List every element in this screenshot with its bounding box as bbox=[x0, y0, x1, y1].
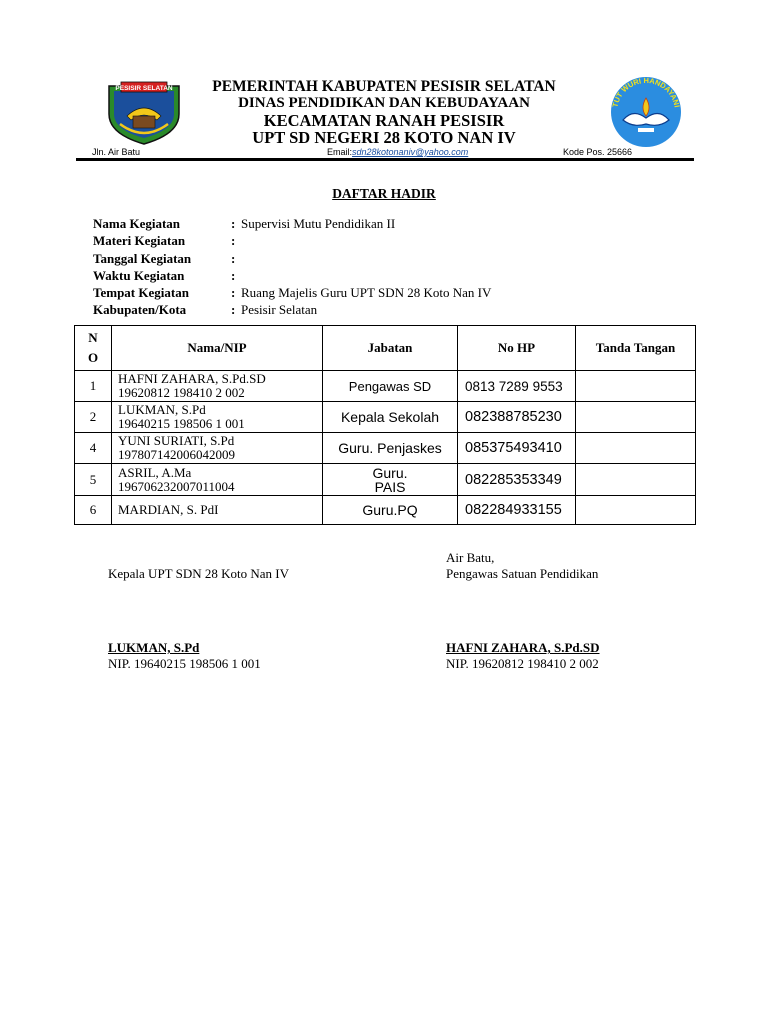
signature-left-title: Kepala UPT SDN 28 Koto Nan IV bbox=[108, 566, 290, 581]
row-name: HAFNI ZAHARA, S.Pd.SD bbox=[118, 371, 266, 386]
row-no: 5 bbox=[75, 464, 112, 496]
svg-text:TUT WURI HANDAYANI: TUT WURI HANDAYANI bbox=[610, 76, 682, 109]
header-line-4: UPT SD NEGERI 28 KOTO NAN IV bbox=[252, 128, 516, 147]
row-signature bbox=[576, 402, 696, 433]
row-position-line-1: Guru. bbox=[372, 464, 408, 481]
row-position: Guru. Penjaskes bbox=[323, 433, 458, 464]
info-colon: : bbox=[231, 251, 236, 266]
document-title: DAFTAR HADIR bbox=[332, 186, 436, 201]
info-label-nama: Nama Kegiatan bbox=[93, 216, 181, 231]
email-link[interactable]: sdn28kotonaniv@yahoo.com bbox=[352, 147, 469, 157]
row-name-nip bbox=[112, 402, 323, 433]
signature-right-nip: NIP. 19620812 198410 2 002 bbox=[446, 656, 599, 671]
info-colon: : bbox=[231, 216, 236, 231]
email-label: Email: bbox=[327, 147, 353, 157]
row-phone: 085375493410 bbox=[458, 433, 576, 464]
table-row bbox=[75, 464, 696, 496]
signature-right-title: Pengawas Satuan Pendidikan bbox=[446, 566, 599, 581]
row-signature bbox=[576, 464, 696, 496]
row-no: 6 bbox=[75, 496, 112, 525]
header-no bbox=[75, 326, 112, 371]
row-name: ASRIL, A.Ma bbox=[118, 464, 192, 480]
table-row bbox=[75, 402, 696, 433]
table-row bbox=[75, 371, 696, 402]
row-no: 1 bbox=[75, 371, 112, 402]
header-phone: No HP bbox=[458, 326, 576, 371]
signature-place: Air Batu, bbox=[446, 550, 495, 565]
info-label-tempat: Tempat Kegiatan bbox=[93, 285, 189, 300]
row-position: Kepala Sekolah bbox=[323, 402, 458, 433]
row-signature bbox=[576, 371, 696, 402]
header-position: Jabatan bbox=[323, 326, 458, 371]
signature-left-name: LUKMAN, S.Pd bbox=[108, 640, 200, 655]
row-name: MARDIAN, S. PdI bbox=[118, 502, 219, 517]
row-position: Guru.PQ bbox=[323, 496, 458, 525]
row-signature bbox=[576, 496, 696, 525]
header-signature: Tanda Tangan bbox=[576, 326, 696, 371]
row-position-line-2: PAIS bbox=[374, 478, 406, 495]
header-no-line-2: O bbox=[87, 350, 99, 365]
info-colon: : bbox=[231, 302, 236, 317]
row-position: Pengawas SD bbox=[323, 371, 458, 402]
row-nip: 19620812 198410 2 002 bbox=[118, 385, 245, 400]
info-label-waktu: Waktu Kegiatan bbox=[93, 268, 185, 283]
row-phone: 082285353349 bbox=[458, 464, 576, 496]
header-name: Nama/NIP bbox=[112, 326, 323, 371]
svg-text:PESISIR SELATAN: PESISIR SELATAN bbox=[115, 85, 173, 92]
table-row bbox=[75, 433, 696, 464]
row-phone: 082284933155 bbox=[458, 496, 576, 525]
info-label-tanggal: Tanggal Kegiatan bbox=[93, 251, 192, 266]
row-position bbox=[323, 464, 458, 496]
row-no: 2 bbox=[75, 402, 112, 433]
row-signature bbox=[576, 433, 696, 464]
header-line-1: PEMERINTAH KABUPATEN PESISIR SELATAN bbox=[212, 78, 556, 95]
row-no: 4 bbox=[75, 433, 112, 464]
info-colon: : bbox=[231, 233, 236, 248]
row-name: YUNI SURIATI, S.Pd bbox=[118, 433, 235, 448]
info-colon: : bbox=[231, 268, 236, 283]
info-label-kabupaten: Kabupaten/Kota bbox=[93, 302, 187, 317]
header-line-2: DINAS PENDIDIKAN DAN KEBUDAYAAN bbox=[238, 95, 530, 111]
header-line-3: KECAMATAN RANAH PESISIR bbox=[263, 111, 505, 130]
signature-left-nip: NIP. 19640215 198506 1 001 bbox=[108, 656, 261, 671]
row-name-nip bbox=[112, 464, 323, 496]
info-label-materi: Materi Kegiatan bbox=[93, 233, 186, 248]
header-postal: Kode Pos. 25666 bbox=[563, 147, 633, 157]
signature-right-name: HAFNI ZAHARA, S.Pd.SD bbox=[446, 640, 600, 655]
info-value-tempat: Ruang Majelis Guru UPT SDN 28 Koto Nan IV bbox=[241, 285, 492, 300]
attendance-table bbox=[74, 325, 696, 525]
row-name-nip bbox=[112, 371, 323, 402]
row-phone: 0813 7289 9553 bbox=[458, 371, 576, 402]
header-address: Jln. Air Batu bbox=[92, 147, 141, 157]
row-nip: 197807142006042009 bbox=[118, 447, 235, 462]
row-name-nip bbox=[112, 496, 323, 525]
header-no-line-1: N bbox=[88, 330, 98, 345]
table-header-row bbox=[75, 326, 696, 371]
info-value-kabupaten: Pesisir Selatan bbox=[241, 302, 318, 317]
header-email bbox=[327, 147, 468, 157]
header-divider bbox=[76, 158, 694, 161]
info-value-nama: Supervisi Mutu Pendidikan II bbox=[241, 216, 396, 231]
info-colon: : bbox=[231, 285, 236, 300]
row-name: LUKMAN, S.Pd bbox=[118, 402, 206, 417]
row-name-nip bbox=[112, 433, 323, 464]
row-nip: 19640215 198506 1 001 bbox=[118, 416, 245, 431]
table-row bbox=[75, 496, 696, 525]
row-phone: 082388785230 bbox=[458, 402, 576, 433]
row-nip: 196706232007011004 bbox=[118, 478, 235, 494]
